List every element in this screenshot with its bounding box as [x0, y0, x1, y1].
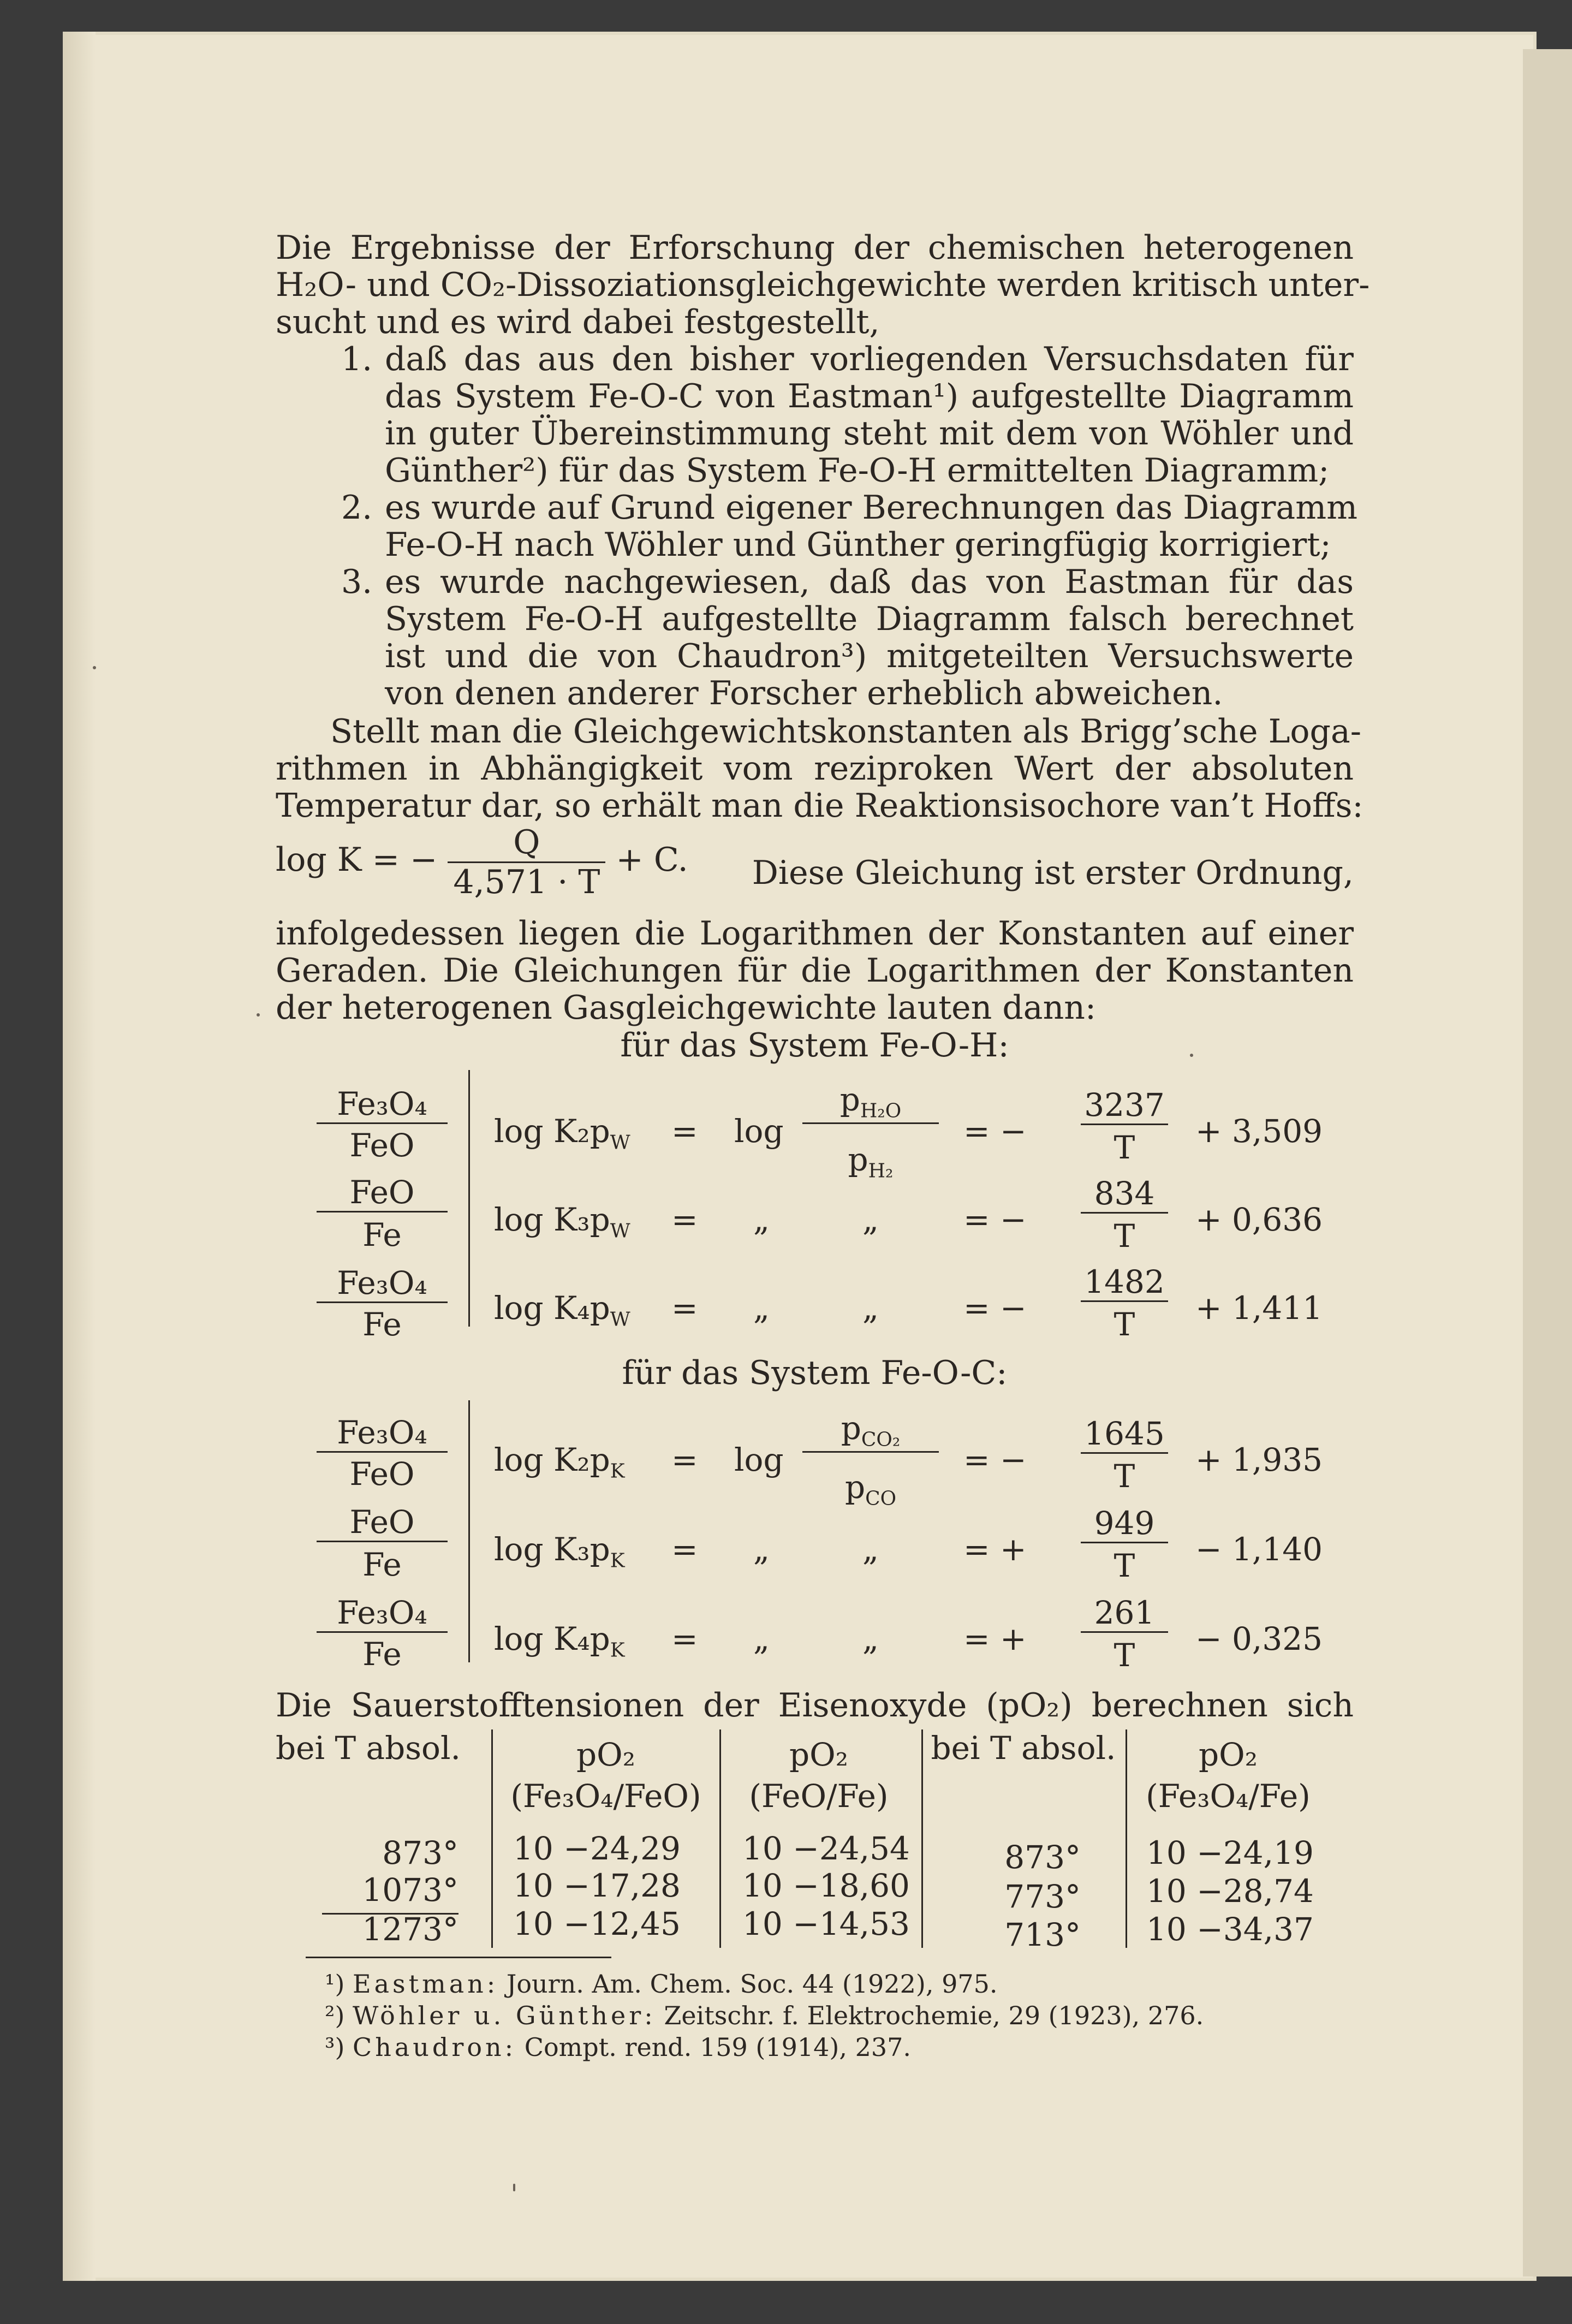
ditto-mark: „ — [753, 1201, 770, 1238]
ditto-mark: „ — [753, 1620, 770, 1657]
finding-line: Fe-O-H nach Wöhler und Günther geringfügig korrigiert; — [385, 526, 1331, 564]
formula-rhs: + C. — [616, 841, 688, 879]
constant: + 0,636 — [1195, 1201, 1323, 1238]
lhs-text: log K₃p — [494, 1531, 610, 1568]
oxide-bottom: Fe — [362, 1636, 402, 1673]
ditto-mark: „ — [753, 1289, 770, 1327]
paper-speck — [257, 1013, 260, 1017]
lhs-subscript: W — [610, 1220, 630, 1243]
paragraph-line: der heterogenen Gasgleichgewichte lauten dann: — [276, 989, 1097, 1027]
table-header: bei T absol. — [931, 1729, 1116, 1767]
lhs-subscript: W — [610, 1131, 630, 1154]
paper-speck — [93, 666, 96, 669]
coefficient: 1482 — [1081, 1263, 1168, 1302]
table-cell: 1273° — [362, 1911, 458, 1948]
log-text: log — [734, 1113, 784, 1150]
equation-lhs — [494, 1441, 625, 1483]
finding-2 — [276, 489, 1357, 564]
lhs-text: log K₄p — [494, 1620, 610, 1657]
table-cell: 10 −24,54 — [742, 1830, 910, 1867]
equals-sign: = — [671, 1201, 698, 1238]
equation-divider — [468, 1070, 470, 1327]
finding-line: ist und die von Chaudron³) mitgeteilten Versuchswerte — [385, 637, 1354, 675]
paragraph-line: infolgedessen liegen die Logarithmen der Konstanten auf einer — [276, 914, 1354, 953]
formula-denominator: 4,571 · T — [453, 863, 600, 901]
temperature-symbol: T — [1114, 1547, 1135, 1584]
oxide-top: Fe₃O₄ — [317, 1414, 448, 1453]
paragraph-line: Stellt man die Gleichgewichtskonstanten als Brigg’sche Loga- — [330, 712, 1362, 751]
table-cell: 10 −28,74 — [1146, 1873, 1314, 1910]
table-cell: 10 −34,37 — [1146, 1911, 1314, 1948]
pressure-species: H₂O — [860, 1099, 902, 1122]
footnote-ref: Journ. Am. Chem. Soc. 44 (1922), 975. — [506, 1969, 998, 1999]
table-subheader: (Fe₃O₄/Fe) — [1146, 1778, 1311, 1815]
oxide-bottom: Fe — [362, 1546, 402, 1583]
equals-sign: = — [671, 1289, 698, 1327]
intro-paragraph — [276, 229, 1370, 341]
temperature-symbol: T — [1114, 1637, 1135, 1674]
footnote-2 — [325, 2000, 1204, 2031]
lhs-subscript: W — [610, 1308, 630, 1331]
table-cell: 10 −14,53 — [742, 1905, 910, 1942]
equation-lhs — [494, 1289, 630, 1331]
heading-system-fe-o-c: für das System Fe-O-C: — [622, 1354, 1008, 1392]
table-divider — [719, 1729, 721, 1948]
table-cell: 873° — [1004, 1839, 1081, 1876]
footnote-rule — [306, 1957, 611, 1958]
coefficient: 1645 — [1081, 1415, 1168, 1454]
footnote-1 — [325, 1969, 998, 1999]
sign: = − — [963, 1441, 1027, 1478]
pressure-denominator: $p_{CO}$ — [844, 1469, 897, 1510]
equals-sign: = — [671, 1620, 698, 1657]
table-cell: 713° — [1004, 1916, 1081, 1953]
table-cell: 10 −12,45 — [513, 1905, 681, 1942]
oxide-bottom: Fe — [362, 1306, 402, 1343]
formula-comment: Diese Gleichung ist erster Ordnung, — [752, 854, 1354, 892]
table-cell: 873° — [382, 1834, 458, 1871]
lhs-text: log K₃p — [494, 1201, 610, 1238]
temperature-symbol: T — [1114, 1217, 1135, 1255]
table-divider — [491, 1729, 493, 1948]
oxide-bottom: FeO — [349, 1455, 415, 1493]
finding-line: es wurde auf Grund eigener Berechnungen das Diagramm — [385, 489, 1357, 527]
footnote-mark: ²) — [325, 2001, 345, 2030]
paragraph-equations-intro — [276, 915, 1354, 1026]
finding-number: 1. — [341, 340, 373, 378]
sign: = − — [963, 1113, 1027, 1150]
intro-line-3: sucht und es wird dabei festgestellt, — [276, 303, 880, 341]
lhs-text: log K₂p — [494, 1441, 610, 1478]
paragraph-line: Temperatur dar, so erhält man die Reaktionsisochore van’t Hoffs: — [276, 787, 1363, 825]
table-cell: 773° — [1004, 1878, 1081, 1915]
finding-line: in guter Übereinstimmung steht mit dem von Wöhler und — [385, 414, 1354, 453]
table-header: bei T absol. — [276, 1729, 461, 1767]
coefficient: 834 — [1081, 1175, 1168, 1214]
pressure-denominator: $p_{H_2}$ — [848, 1141, 894, 1182]
equation-lhs — [494, 1201, 630, 1243]
finding-1 — [276, 341, 1354, 489]
paper-speck — [1190, 1054, 1193, 1057]
formula-numerator: Q — [448, 823, 605, 863]
temperature-symbol: T — [1114, 1129, 1135, 1166]
finding-3 — [276, 563, 1354, 712]
lhs-subscript: K — [610, 1639, 625, 1662]
constant: + 1,411 — [1195, 1289, 1323, 1327]
temperature-symbol: T — [1114, 1458, 1135, 1495]
pressure-species: CO₂ — [861, 1428, 901, 1451]
finding-line: daß das aus den bisher vorliegenden Versuchsdaten für — [385, 340, 1354, 378]
table-header: pO₂ — [789, 1736, 848, 1773]
oxide-top: FeO — [317, 1503, 448, 1542]
oxide-top: Fe₃O₄ — [317, 1264, 448, 1303]
footnote-mark: ³) — [325, 2032, 345, 2062]
finding-line: das System Fe-O-C von Eastman¹) aufgestellte Diagramm — [385, 377, 1354, 415]
tension-line: Die Sauerstofftensionen der Eisenoxyde (pO₂) berechnen sich — [276, 1686, 1354, 1725]
table-cell: 10 −24,19 — [1146, 1834, 1314, 1871]
sign: = − — [963, 1201, 1027, 1238]
finding-number: 3. — [341, 563, 373, 601]
pressure-numerator: $p_{H_2O}$ — [802, 1081, 939, 1124]
tension-sentence — [276, 1687, 1354, 1724]
equation-lhs — [494, 1113, 630, 1154]
coefficient: 949 — [1081, 1505, 1168, 1543]
formula-lhs: log K = − — [276, 841, 438, 879]
footnote-author: Eastman: — [353, 1969, 499, 1999]
formula-fraction — [448, 823, 605, 901]
next-page-edge — [1523, 49, 1572, 2277]
sign: = − — [963, 1289, 1027, 1327]
lhs-text: log K₄p — [494, 1289, 610, 1327]
constant: − 1,140 — [1195, 1531, 1323, 1568]
coefficient: 261 — [1081, 1594, 1168, 1633]
table-cell: 10 −17,28 — [513, 1867, 681, 1904]
paragraph-line: rithmen in Abhängigkeit vom reziproken Wert der absoluten — [276, 750, 1354, 788]
footnote-mark: ¹) — [325, 1969, 345, 1999]
intro-line-1: Die Ergebnisse der Erforschung der chemischen heterogenen — [276, 229, 1354, 267]
finding-line: es wurde nachgewiesen, daß das von Eastman für das — [385, 563, 1354, 601]
equation-lhs — [494, 1620, 625, 1662]
table-divider — [1126, 1729, 1127, 1948]
table-subheader: (FeO/Fe) — [749, 1778, 889, 1815]
constant: − 0,325 — [1195, 1620, 1323, 1657]
footnote-ref: Zeitschr. f. Elektrochemie, 29 (1923), 276. — [664, 2001, 1204, 2030]
ditto-mark: „ — [862, 1289, 879, 1327]
paragraph-vant-hoff — [276, 712, 1363, 825]
constant: + 3,509 — [1195, 1113, 1323, 1150]
constant: + 1,935 — [1195, 1441, 1323, 1478]
pressure-numerator: $p_{CO_2}$ — [802, 1410, 939, 1453]
table-header: pO₂ — [1199, 1736, 1258, 1773]
pressure-species: H₂ — [868, 1160, 894, 1182]
oxide-top: Fe₃O₄ — [317, 1085, 448, 1124]
coefficient: 3237 — [1081, 1086, 1168, 1125]
finding-number: 2. — [341, 489, 373, 527]
oxide-top: FeO — [317, 1174, 448, 1212]
ditto-mark: „ — [862, 1201, 879, 1238]
log-text: log — [734, 1441, 784, 1478]
table-cell: 10 −18,60 — [742, 1867, 910, 1904]
footnote-author: Chaudron: — [353, 2032, 517, 2062]
paper-speck — [513, 2184, 515, 2191]
oxide-top: Fe₃O₄ — [317, 1594, 448, 1633]
table-cell: 10 −24,29 — [513, 1830, 681, 1867]
finding-line: von denen anderer Forscher erheblich abweichen. — [385, 674, 1223, 712]
table-cell: 1073° — [362, 1871, 458, 1909]
equals-sign: = — [671, 1113, 698, 1150]
sign: = + — [963, 1620, 1027, 1657]
table-header: pO₂ — [576, 1736, 635, 1773]
oxide-bottom: FeO — [349, 1127, 415, 1164]
table-subheader: (Fe₃O₄/FeO) — [510, 1778, 701, 1815]
page-edge-shadow — [63, 32, 96, 2281]
finding-line: Günther²) für das System Fe-O-H ermittelten Diagramm; — [385, 451, 1330, 490]
equals-sign: = — [671, 1441, 698, 1478]
ditto-mark: „ — [862, 1620, 879, 1657]
heading-system-fe-o-h: für das System Fe-O-H: — [620, 1026, 1009, 1065]
lhs-subscript: K — [610, 1460, 625, 1483]
ditto-mark: „ — [862, 1531, 879, 1568]
ditto-mark: „ — [753, 1531, 770, 1568]
finding-line: System Fe-O-H aufgestellte Diagramm falsch berechnet — [385, 600, 1354, 638]
oxide-bottom: Fe — [362, 1216, 402, 1253]
equation-divider — [468, 1400, 470, 1662]
equals-sign: = — [671, 1531, 698, 1568]
vant-hoff-formula — [276, 823, 688, 901]
footnote-3 — [325, 2032, 911, 2063]
equation-lhs — [494, 1531, 625, 1572]
footnote-author: Wöhler u. Günther: — [353, 2001, 656, 2030]
intro-line-2: H₂O- und CO₂-Dissoziationsgleichgewichte werden kritisch unter- — [276, 266, 1370, 304]
table-divider — [921, 1729, 923, 1948]
temperature-symbol: T — [1114, 1306, 1135, 1343]
lhs-text: log K₂p — [494, 1113, 610, 1150]
paragraph-line: Geraden. Die Gleichungen für die Logarithmen der Konstanten — [276, 952, 1354, 990]
sign: = + — [963, 1531, 1027, 1568]
lhs-subscript: K — [610, 1549, 625, 1572]
pressure-species: CO — [865, 1487, 897, 1510]
footnote-ref: Compt. rend. 159 (1914), 237. — [524, 2032, 912, 2062]
